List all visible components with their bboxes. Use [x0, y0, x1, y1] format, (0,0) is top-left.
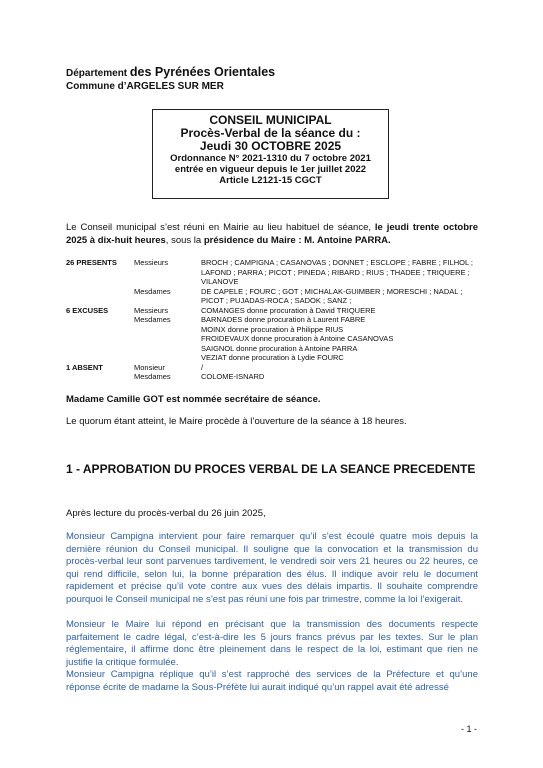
attendance-role: Messieurs: [134, 258, 169, 267]
paragraph-campigna: Monsieur Campigna intervient pour faire remarquer qu’il s’est écoulé quatre mois depuis la dernière réunion du Conseil municipal. Il souligne que la convocation et la transmission du procès-verbal leur sont parvenues tardivement, le vendredi soir vers 21 heures ou 22 heures, ce qui rend difficile, selon lui, la bonne préparation des élus. Il indique avoir relu le document rapidement et précise qu’il vote contre aux vues des délais impartis. Il souhaite comprendre pourquoi le Conseil municipal ne s’est pas réuni une fois par trimestre, comme la loi l’exigerait.: [66, 531, 478, 605]
article-ref: Article L2121-15 CGCT: [219, 175, 322, 186]
council-title: CONSEIL MUNICIPAL: [209, 113, 332, 127]
effective-date: entrée en vigueur depuis le 1er juillet 2022: [174, 164, 367, 175]
attendance-names: BROCH ; CAMPIGNA ; CASANOVAS ; DONNET ; ESCLOPE ; FABRE ; FILHOL ; LAFOND ; PARRA ; PICOT ; PINEDA ; RIBARD ; RIUS ; THADEE ; TRIQUERE ; VILANOVE: [201, 258, 474, 286]
attendance-row: [66, 306, 478, 316]
attendance-row: [66, 258, 478, 287]
paragraph-campigna-reply: Monsieur Campigna réplique qu’il s’est rapproché des services de la Préfecture et qu’une réponse écrite de madame la Sous-Préfète lui aurait indiqué qu’un rappel avait été adressé: [66, 669, 478, 693]
commune-name: Commune d’ARGELES SUR MER: [66, 81, 224, 92]
attendance-role: Mesdames: [134, 286, 171, 296]
attendance-role: Mesdames: [134, 315, 171, 324]
attendance-row: [66, 287, 478, 306]
department-name: des Pyrénées Orientales: [129, 65, 276, 79]
secretary-text: Madame Camille GOT est nommée secrétaire de séance.: [66, 394, 321, 405]
attendance-label: 26 PRESENTS: [66, 258, 117, 267]
attendance-names: COLOME-ISNARD: [201, 372, 265, 381]
department-prefix: Département: [66, 68, 130, 79]
secretary-line: [66, 394, 478, 407]
attendance-role: Monsieur: [134, 362, 165, 372]
attendance-role: Messieurs: [134, 305, 169, 315]
attendance-row: [66, 334, 478, 344]
attendance-row: [66, 344, 478, 354]
attendance-role: Mesdames: [134, 372, 171, 381]
attendance-names: MOINX donne procuration à Philippe RIUS: [201, 324, 344, 334]
attendance-names: /: [201, 362, 204, 372]
attendance-row: [66, 353, 478, 363]
attendance-names: DE CAPELE ; FOURC ; GOT ; MICHALAK-GUIMBER ; MORESCHI ; NADAL ; PICOT ; PUJADAS-ROCA ; SADOK ; SANZ ;: [201, 286, 463, 305]
attendance-names: FROIDEVAUX donne procuration à Antoine CASANOVAS: [201, 334, 394, 343]
quorum-line: Le quorum étant atteint, le Maire procède à l’ouverture de la séance à 18 heures.: [66, 416, 407, 427]
attendance-list: [66, 258, 478, 382]
attendance-names: COMANGES donne procuration à David TRIQUERE: [201, 305, 376, 315]
attendance-label: 1 ABSENT: [66, 362, 103, 372]
minutes-title: Procès-Verbal de la séance du :: [180, 126, 361, 140]
session-date: Jeudi 30 OCTOBRE 2025: [199, 139, 342, 153]
attendance-row: [66, 315, 478, 325]
intro-date: le jeudi trente octobre 2025 à dix-huit heures: [66, 222, 478, 246]
document-header: [66, 66, 275, 93]
attendance-names: BARNADES donne procuration à Laurent FABRE: [201, 315, 366, 324]
intro-paragraph: [66, 222, 478, 247]
paragraph-mayor-reply: Monsieur le Maire lui répond en précisant que la transmission des documents respecte parfaitement le cadre légal, c’est-à-dire les 5 jours francs prévus par les textes. Sur le plan réglementaire, il affirme donc être pleinement dans le respect de la loi, estimant que rien ne justifie la critique formulée.: [66, 619, 478, 668]
department-line: [66, 66, 275, 80]
attendance-names: SAIGNOL donne procuration à Antoine PARRA: [201, 343, 358, 353]
intro-text-2: , sous la: [165, 234, 204, 246]
ordinance-ref: Ordonnance N° 2021-1310 du 7 octobre 2021: [170, 153, 371, 164]
attendance-label: 6 EXCUSES: [66, 305, 109, 315]
attendance-row: [66, 372, 478, 382]
title-box: [152, 109, 389, 199]
attendance-names: VEZIAT donne procuration à Lydie FOURC: [201, 353, 344, 362]
intro-president: présidence du Maire : M. Antoine PARRA.: [203, 234, 391, 246]
section-heading: 1 - APPROBATION DU PROCES VERBAL DE LA SEANCE PRECEDENTE: [66, 462, 476, 476]
attendance-row: [66, 325, 478, 335]
page-number: - 1 -: [460, 724, 477, 734]
intro-text-1: Le Conseil municipal s’est réuni en Mairie au lieu habituel de séance,: [66, 222, 375, 233]
paragraph-reading: Après lecture du procès-verbal du 26 juin 2025,: [66, 508, 266, 519]
attendance-row: [66, 363, 478, 373]
